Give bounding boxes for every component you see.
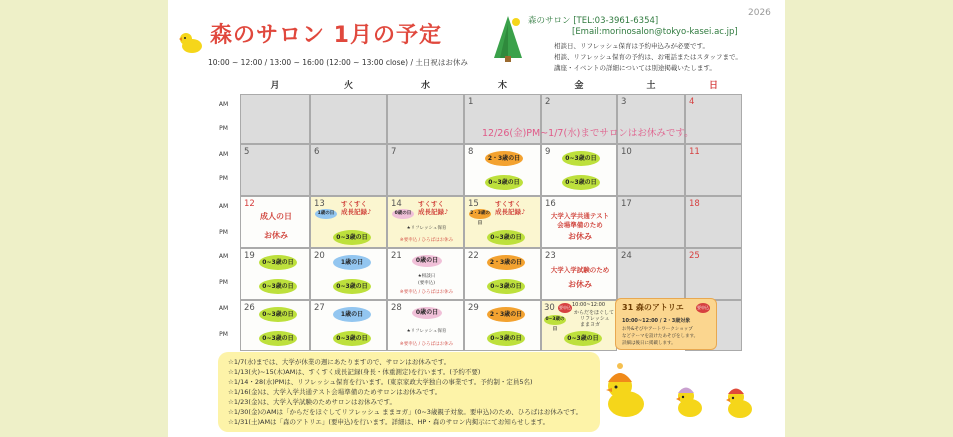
event-oval: 0歳の日 xyxy=(412,307,442,319)
header-note: 相談、リフレッシュ保育の予約は、お電話またはスタッフまで。 xyxy=(554,53,742,61)
day-number: 12 xyxy=(244,199,255,209)
day-number: 15 xyxy=(468,199,479,209)
day-cell xyxy=(541,300,617,351)
sukusuku-label: すくすく xyxy=(341,200,367,208)
consultation-sub: (要申込) xyxy=(417,281,435,286)
weekday-fri: 金 xyxy=(574,81,584,91)
atelier-desc: などテーマを設けたあそびをします。 xyxy=(622,334,699,339)
notes-box xyxy=(218,352,600,432)
day-cell xyxy=(617,144,685,196)
weekday-thu: 木 xyxy=(497,81,507,91)
am-label: AM xyxy=(207,101,240,108)
weekday-sun: 日 xyxy=(708,81,718,91)
pm-label: PM xyxy=(207,279,240,286)
day-number: 14 xyxy=(391,199,402,209)
atelier-event xyxy=(615,298,717,350)
day-cell xyxy=(464,248,541,300)
event-oval: 0~3歳の日 xyxy=(562,175,600,190)
closed-label: お休み xyxy=(568,280,592,289)
day-cell xyxy=(541,144,617,196)
note-line: ☆1/23(金)は、大学入学試験のためサロンはお休みです。 xyxy=(228,398,396,406)
day-number: 22 xyxy=(468,251,479,261)
event-oval: 0~3歳の日 xyxy=(485,175,523,190)
closed-label: お休み xyxy=(568,232,592,241)
sukusuku-label: すくすく xyxy=(418,200,444,208)
day-cell xyxy=(387,300,464,351)
yoga-line: リフレッシュ xyxy=(580,316,610,322)
growth-record-label: 成長記録♪ xyxy=(495,208,526,216)
day-cell xyxy=(240,300,310,351)
day-cell xyxy=(310,248,387,300)
day-number: 11 xyxy=(689,147,700,157)
closure-reason: 会場準備のため xyxy=(557,221,603,229)
pm-label: PM xyxy=(207,331,240,338)
application-badge: 要申込 xyxy=(696,303,710,313)
right-margin xyxy=(785,0,953,437)
atelier-time: 10:00~12:00 / 2・3歳対象 xyxy=(622,318,691,324)
day-cell xyxy=(240,248,310,300)
day-number: 10 xyxy=(621,147,632,157)
weekday-wed: 水 xyxy=(420,81,430,91)
day-cell xyxy=(387,144,464,196)
yoga-time: 10:00~12:00 xyxy=(572,302,606,308)
day-number: 13 xyxy=(314,199,325,209)
day-number: 9 xyxy=(545,147,551,157)
note-line: ☆1/30(金)のAMは「からだをほぐしてリフレッシュ ままヨガ」(0~3歳親子対象。要申込)のため、ひろばはお休みです。 xyxy=(228,408,583,416)
application-badge: 要申込 xyxy=(558,303,572,313)
event-oval: 0~3歳の日 xyxy=(333,279,371,294)
closure-reason: 大学入学試験のため xyxy=(550,266,610,274)
closure-reason: 大学入学共通テスト xyxy=(550,212,610,220)
event-oval: 2・3歳の日 xyxy=(485,151,523,166)
holiday-label: 成人の日 xyxy=(260,212,292,221)
sukusuku-label: すくすく xyxy=(495,200,521,208)
day-number: 27 xyxy=(314,303,325,313)
event-oval: 0~3歳の日 xyxy=(259,331,297,346)
growth-record-label: 成長記録♪ xyxy=(418,208,449,216)
salon-contact-email[interactable]: [Email:morinosalon@tokyo-kasei.ac.jp] xyxy=(572,27,738,37)
event-oval: 0~3歳の日 xyxy=(333,331,371,346)
day-cell xyxy=(685,196,742,248)
day-number: 23 xyxy=(545,251,556,261)
day-cell xyxy=(541,248,617,300)
atelier-desc: お外&そびやアートワークショップ xyxy=(622,327,693,332)
day-cell xyxy=(387,196,464,248)
event-oval: 1歳の日 xyxy=(333,307,371,322)
day-cell xyxy=(464,196,541,248)
atelier-title: 31 森のアトリエ xyxy=(622,303,684,312)
refresh-label: ★リフレッシュ保育 xyxy=(406,226,447,231)
refresh-note: ※要申込 / ひろばはお休み xyxy=(399,238,454,243)
pm-label: PM xyxy=(207,125,240,132)
note-line: ☆1/16(金)は、大学入学共通テスト会場準備のためサロンはお休みです。 xyxy=(228,388,442,396)
weekday-mon: 月 xyxy=(270,81,280,91)
event-oval: 0~3歳の日 xyxy=(259,255,297,270)
holiday-banner: 12/26(金)PM~1/7(水)までサロンはお休みです。 xyxy=(482,128,694,139)
opening-hours: 10:00 ~ 12:00 / 13:00 ~ 16:00 (12:00 ~ 13:00 close) / 土日祝はお休み xyxy=(208,58,468,67)
year-label: 2026 xyxy=(748,8,771,18)
event-oval: 0~3歳の日 xyxy=(564,331,602,346)
event-oval: 0~3歳の日 xyxy=(333,230,371,245)
day-number: 25 xyxy=(689,251,700,261)
event-oval: 0~3歳の日 xyxy=(487,230,525,245)
weekday-tue: 火 xyxy=(343,81,353,91)
note-line: ☆1/14・28(水)PMは、リフレッシュ保育を行います。(東京家政大学独自の事業です。予約制・定員5名) xyxy=(228,378,533,386)
day-number: 17 xyxy=(621,199,632,209)
event-oval: 0~3歳の日 xyxy=(487,331,525,346)
day-cell xyxy=(310,144,387,196)
weekday-sat: 土 xyxy=(646,81,656,91)
yoga-line: からだをほぐして xyxy=(574,310,615,316)
day-cell xyxy=(464,300,541,351)
am-label: AM xyxy=(207,203,240,210)
day-cell xyxy=(685,248,742,300)
event-oval: 2・3歳の日 xyxy=(487,255,525,270)
note-line: ☆1/31(土)AMは「森のアトリエ」(要申込)を行います。詳細は、HP・森のサロン内掲示にてお知らせします。 xyxy=(228,418,550,426)
day-number: 2 xyxy=(545,97,551,107)
event-oval: 2・3歳の日 xyxy=(470,211,490,226)
growth-record-label: 成長記録♪ xyxy=(341,208,372,216)
day-number: 30 xyxy=(544,303,555,313)
day-number: 3 xyxy=(621,97,627,107)
event-oval: 1歳の日 xyxy=(315,209,337,219)
day-number: 21 xyxy=(391,251,402,261)
day-cell xyxy=(617,248,685,300)
day-number: 7 xyxy=(391,147,397,157)
tree-icon xyxy=(490,14,526,64)
day-cell xyxy=(541,196,617,248)
day-number: 26 xyxy=(244,303,255,313)
day-cell xyxy=(464,144,541,196)
am-label: AM xyxy=(207,253,240,260)
day-number: 1 xyxy=(468,97,474,107)
closed-label: お休み xyxy=(264,231,288,240)
day-number: 19 xyxy=(244,251,255,261)
day-cell xyxy=(387,248,464,300)
header-note: 講座・イベントの詳細については別途掲載いたします。 xyxy=(554,64,716,72)
event-oval: 0~3歳の日 xyxy=(259,307,297,322)
day-number: 24 xyxy=(621,251,632,261)
day-cell xyxy=(310,94,387,144)
pm-label: PM xyxy=(207,175,240,182)
day-cell xyxy=(387,94,464,144)
salon-contact-tel: 森のサロン [TEL:03-3961-6354] xyxy=(528,16,659,26)
pm-label: PM xyxy=(207,229,240,236)
ducks-illustration xyxy=(600,362,755,422)
day-number: 4 xyxy=(689,97,695,107)
day-number: 29 xyxy=(468,303,479,313)
day-cell xyxy=(310,196,387,248)
page-title: 森のサロン 1月の予定 xyxy=(210,23,442,48)
day-cell xyxy=(240,196,310,248)
refresh-label: ★リフレッシュ保育 xyxy=(406,329,447,334)
refresh-note: ※要申込 / ひろばはお休み xyxy=(399,342,454,347)
day-number: 16 xyxy=(545,199,556,209)
note-line: ☆1/7(水)までは、大学が休業の週にあたりますので、サロンはお休みです。 xyxy=(228,358,451,366)
day-number: 5 xyxy=(244,147,250,157)
yoga-line: ままヨガ xyxy=(580,322,601,328)
event-oval: 0~3歳の日 xyxy=(562,151,600,166)
event-oval: 0~3歳の日 xyxy=(259,279,297,294)
am-label: AM xyxy=(207,305,240,312)
event-oval: 0歳の日 xyxy=(392,209,414,219)
day-cell xyxy=(240,94,310,144)
event-oval: 1歳の日 xyxy=(333,255,371,270)
day-cell xyxy=(617,196,685,248)
atelier-desc: 詳細は後日に掲載します。 xyxy=(622,341,676,346)
consultation-note: ※要申込 / ひろばはお休み xyxy=(399,290,454,295)
day-number: 8 xyxy=(468,147,474,157)
event-oval: 0~3歳の日 xyxy=(545,317,565,332)
day-cell xyxy=(310,300,387,351)
am-label: AM xyxy=(207,151,240,158)
day-number: 18 xyxy=(689,199,700,209)
event-oval: 0~3歳の日 xyxy=(487,279,525,294)
day-cell xyxy=(685,144,742,196)
day-number: 28 xyxy=(391,303,402,313)
day-cell xyxy=(240,144,310,196)
note-line: ☆1/13(火)~15(木)AMは、すくすく成長記録(身長・体重測定)を行います。(予約不要) xyxy=(228,368,481,376)
event-oval: 2・3歳の日 xyxy=(487,307,525,322)
header-note: 相談日、リフレッシュ保育は予約申込みが必要です。 xyxy=(554,42,710,50)
event-oval: 0歳の日 xyxy=(412,255,442,267)
day-number: 20 xyxy=(314,251,325,261)
duck-icon xyxy=(178,30,204,54)
day-number: 6 xyxy=(314,147,320,157)
consultation-label: ★相談日 xyxy=(417,274,436,279)
